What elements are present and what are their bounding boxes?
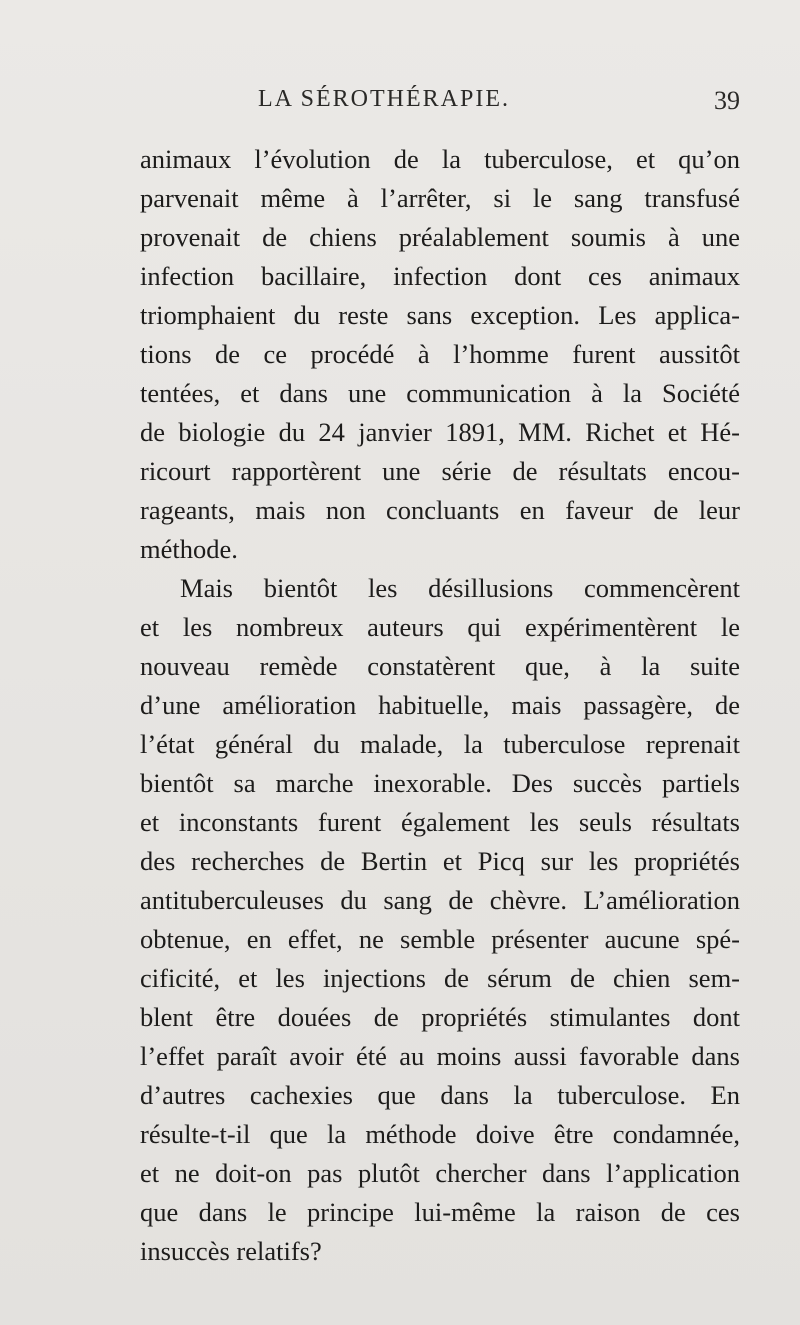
text-line: bientôt sa marche inexorable. Des succès partiels [140, 768, 740, 798]
text-line: Mais bientôt les désillusions commencèrent [180, 573, 740, 603]
text-line: rageants, mais non concluants en faveur de leur [140, 495, 740, 525]
text-line: triomphaient du reste sans exception. Les applica- [140, 300, 740, 330]
text-line: cificité, et les injections de sérum de chien sem- [140, 963, 740, 993]
text-line: tentées, et dans une communication à la Société [140, 378, 740, 408]
text-line: nouveau remède constatèrent que, à la suite [140, 651, 740, 681]
text-line: et les nombreux auteurs qui expérimentèrent le [140, 612, 740, 642]
text-line: provenait de chiens préalablement soumis à une [140, 222, 740, 252]
text-line: antituberculeuses du sang de chèvre. L’amélioration [140, 885, 740, 915]
running-title: LA SÉROTHÉRAPIE. [258, 86, 511, 112]
text-line: parvenait même à l’arrêter, si le sang transfusé [140, 183, 740, 213]
page-number: 39 [714, 86, 740, 115]
text-line: méthode. [140, 534, 238, 564]
text-line: ricourt rapportèrent une série de résultats encou- [140, 456, 740, 486]
text-line: obtenue, en effet, ne semble présenter aucune spé- [140, 924, 740, 954]
paragraph-1 [140, 140, 740, 569]
text-line: infection bacillaire, infection dont ces animaux [140, 261, 740, 291]
body-text [140, 140, 740, 1271]
text-line: insuccès relatifs? [140, 1236, 322, 1266]
text-line: résulte-t-il que la méthode doive être condamnée, [140, 1119, 740, 1149]
paragraph-2 [140, 569, 740, 1271]
text-line: et inconstants furent également les seuls résultats [140, 807, 740, 837]
text-line: l’effet paraît avoir été au moins aussi favorable dans [140, 1041, 740, 1071]
text-line: que dans le principe lui-même la raison de ces [140, 1197, 740, 1227]
page-header [140, 86, 740, 122]
text-line: et ne doit-on pas plutôt chercher dans l’application [140, 1158, 740, 1188]
text-line: tions de ce procédé à l’homme furent aussitôt [140, 339, 740, 369]
text-line: animaux l’évolution de la tuberculose, et qu’on [140, 144, 740, 174]
text-line: de biologie du 24 janvier 1891, MM. Richet et Hé- [140, 417, 740, 447]
text-line: d’autres cachexies que dans la tuberculose. En [140, 1080, 740, 1110]
text-line: l’état général du malade, la tuberculose reprenait [140, 729, 740, 759]
text-line: blent être douées de propriétés stimulantes dont [140, 1002, 740, 1032]
text-line: des recherches de Bertin et Picq sur les propriétés [140, 846, 740, 876]
text-line: d’une amélioration habituelle, mais passagère, de [140, 690, 740, 720]
